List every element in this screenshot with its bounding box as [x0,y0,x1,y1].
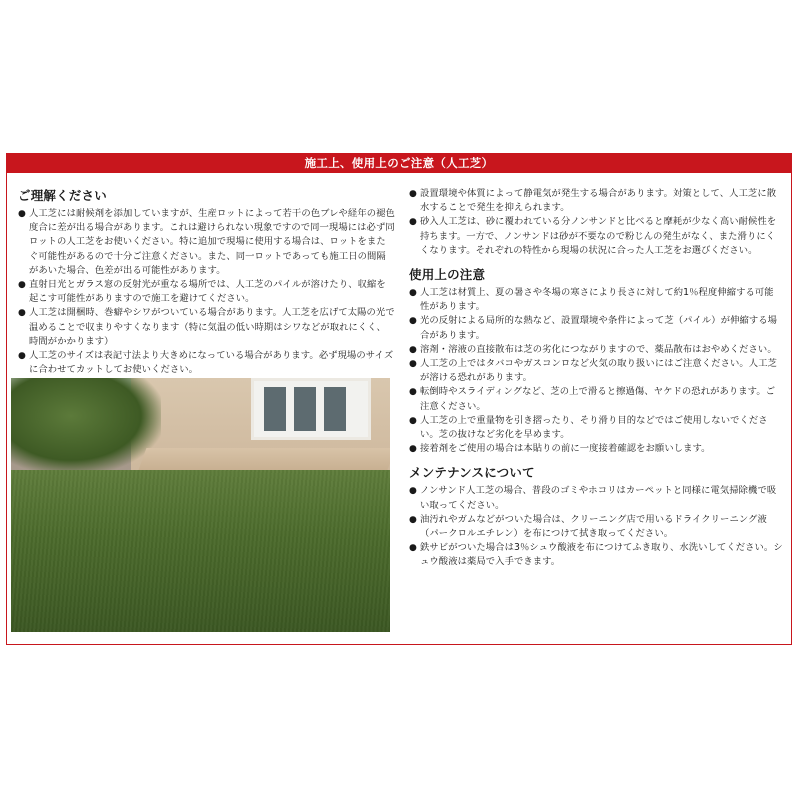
understanding-list [18,207,395,377]
list-item: ● ノンサンド人工芝の場合、普段のゴミやホコリはカーペットと同様に電気掃除機で吸い取ってください。 [409,485,777,511]
usage-list [409,286,783,456]
list-item: ● 人工芝には耐候剤を添加していますが、生産ロットによって若干の色ブレや経年の褪色度合に差が出る場合があります。これは避けられない現象ですので同一現場には必ず同ロットの人工芝をお使いください。特に追加で現場に使用する場合は、ロットをまたぐ可能性があるので十分ご注意ください。また、同一ロットであっても施工日の間隔があいた場合、色差が出る可能性があります。 [18,208,395,276]
understanding-title: ご理解ください [18,188,107,203]
window-pane [264,387,286,431]
list-item: ● 油汚れやガムなどがついた場合は、クリーニング店で用いるドライクリーニング液（パークロルエチレン）を布につけて拭き取ってください。 [409,513,767,540]
maintenance-list [409,484,783,569]
list-item: ● 転倒時やスライディングなど、芝の上で滑ると擦過傷、ヤケドの恐れがあります。ご注意ください。 [409,386,776,412]
list-item: ● 人工芝の上ではタバコやガスコンロなど火気の取り扱いにはご注意ください。人工芝が溶ける恐れがあります。 [409,358,777,384]
list-item: ● 接着剤をご使用の場合は本貼りの前に一度接着確認をお願いします。 [409,442,783,456]
usage-title: 使用上の注意 [409,267,486,283]
bullet-icon: ● [18,308,26,319]
left-column [18,187,395,377]
window-pane [324,387,346,431]
list-item: ● 人工芝は材質上、夏の暑さや冬場の寒さにより長さに対して約1％程度伸縮する可能性があります。 [409,287,774,313]
list-item: ● 砂入人工芝は、砂に覆われている分ノンサンドと比べると摩耗が少なく高い耐候性を持ちます。一方で、ノンサンドは砂が不要なので粉じんの発生がなく、また滑りにくくなります。それぞれの特性から現場の状況に合った人工芝をお選びください。 [409,216,777,256]
list-item: ● 人工芝は開梱時、巻癖やシワがついている場合があります。人工芝を広げて太陽の光で温めることで収まりやすくなります（特に気温の低い時期はシワなどが取れにくく、時間がかかります） [18,307,395,347]
maintenance-title: メンテナンスについて [409,465,535,481]
bullet-icon: ● [18,209,26,219]
bullet-icon: ● [409,316,417,327]
list-item: ● 人工芝のサイズは表記寸法より大きめになっている場合があります。必ず現場のサイズに合わせてカットしてお使いください。 [18,350,394,376]
list-item: ● 鉄サビがついた場合は3％シュウ酸液を布につけてふき取り、水洗いしてください。シュウ酸液は薬局で入手できます。 [409,542,783,568]
bullet-icon: ● [409,387,417,398]
bullet-icon: ● [409,359,417,370]
bullet-icon: ● [409,344,417,355]
intro-list [409,187,783,258]
artificial-turf-photo [11,378,390,632]
bullet-icon: ● [409,288,417,299]
list-item: ● 設置環境や体質によって静電気が発生する場合があります。対策として、人工芝に散水することで発生を抑えられます。 [409,188,777,214]
bullet-icon: ● [409,514,417,525]
bullet-icon: ● [409,486,417,497]
bullet-icon: ● [18,280,26,291]
panel-title: 施工上、使用上のご注意（人工芝） [7,154,791,173]
list-item: ● 溶剤・溶液の直接散布は芝の劣化につながりますので、薬品散布はおやめください。 [409,343,783,357]
list-item: ● 人工芝の上で重量物を引き摺ったり、そり滑り目的などではご使用しないでください。芝の抜けなど劣化を早めます。 [409,414,768,441]
lawn-turf [11,470,390,632]
window-pane [294,387,316,431]
right-column [409,187,783,570]
bullet-icon: ● [409,543,417,554]
house-window [251,378,371,440]
list-item: ● 直射日光とガラス窓の反射光が重なる場所では、人工芝のパイルが溶けたり、収縮を起こす可能性がありますので施工を避けてください。 [18,279,386,305]
bullet-icon: ● [409,189,417,199]
bullet-icon: ● [18,351,26,362]
bullet-icon: ● [409,444,417,455]
bullet-icon: ● [409,217,417,228]
list-item: ● 光の反射による局所的な熱など、設置環境や条件によって芝（パイル）が伸縮する場合があります。 [409,315,778,341]
bullet-icon: ● [409,415,417,426]
tree-foliage [11,378,161,473]
